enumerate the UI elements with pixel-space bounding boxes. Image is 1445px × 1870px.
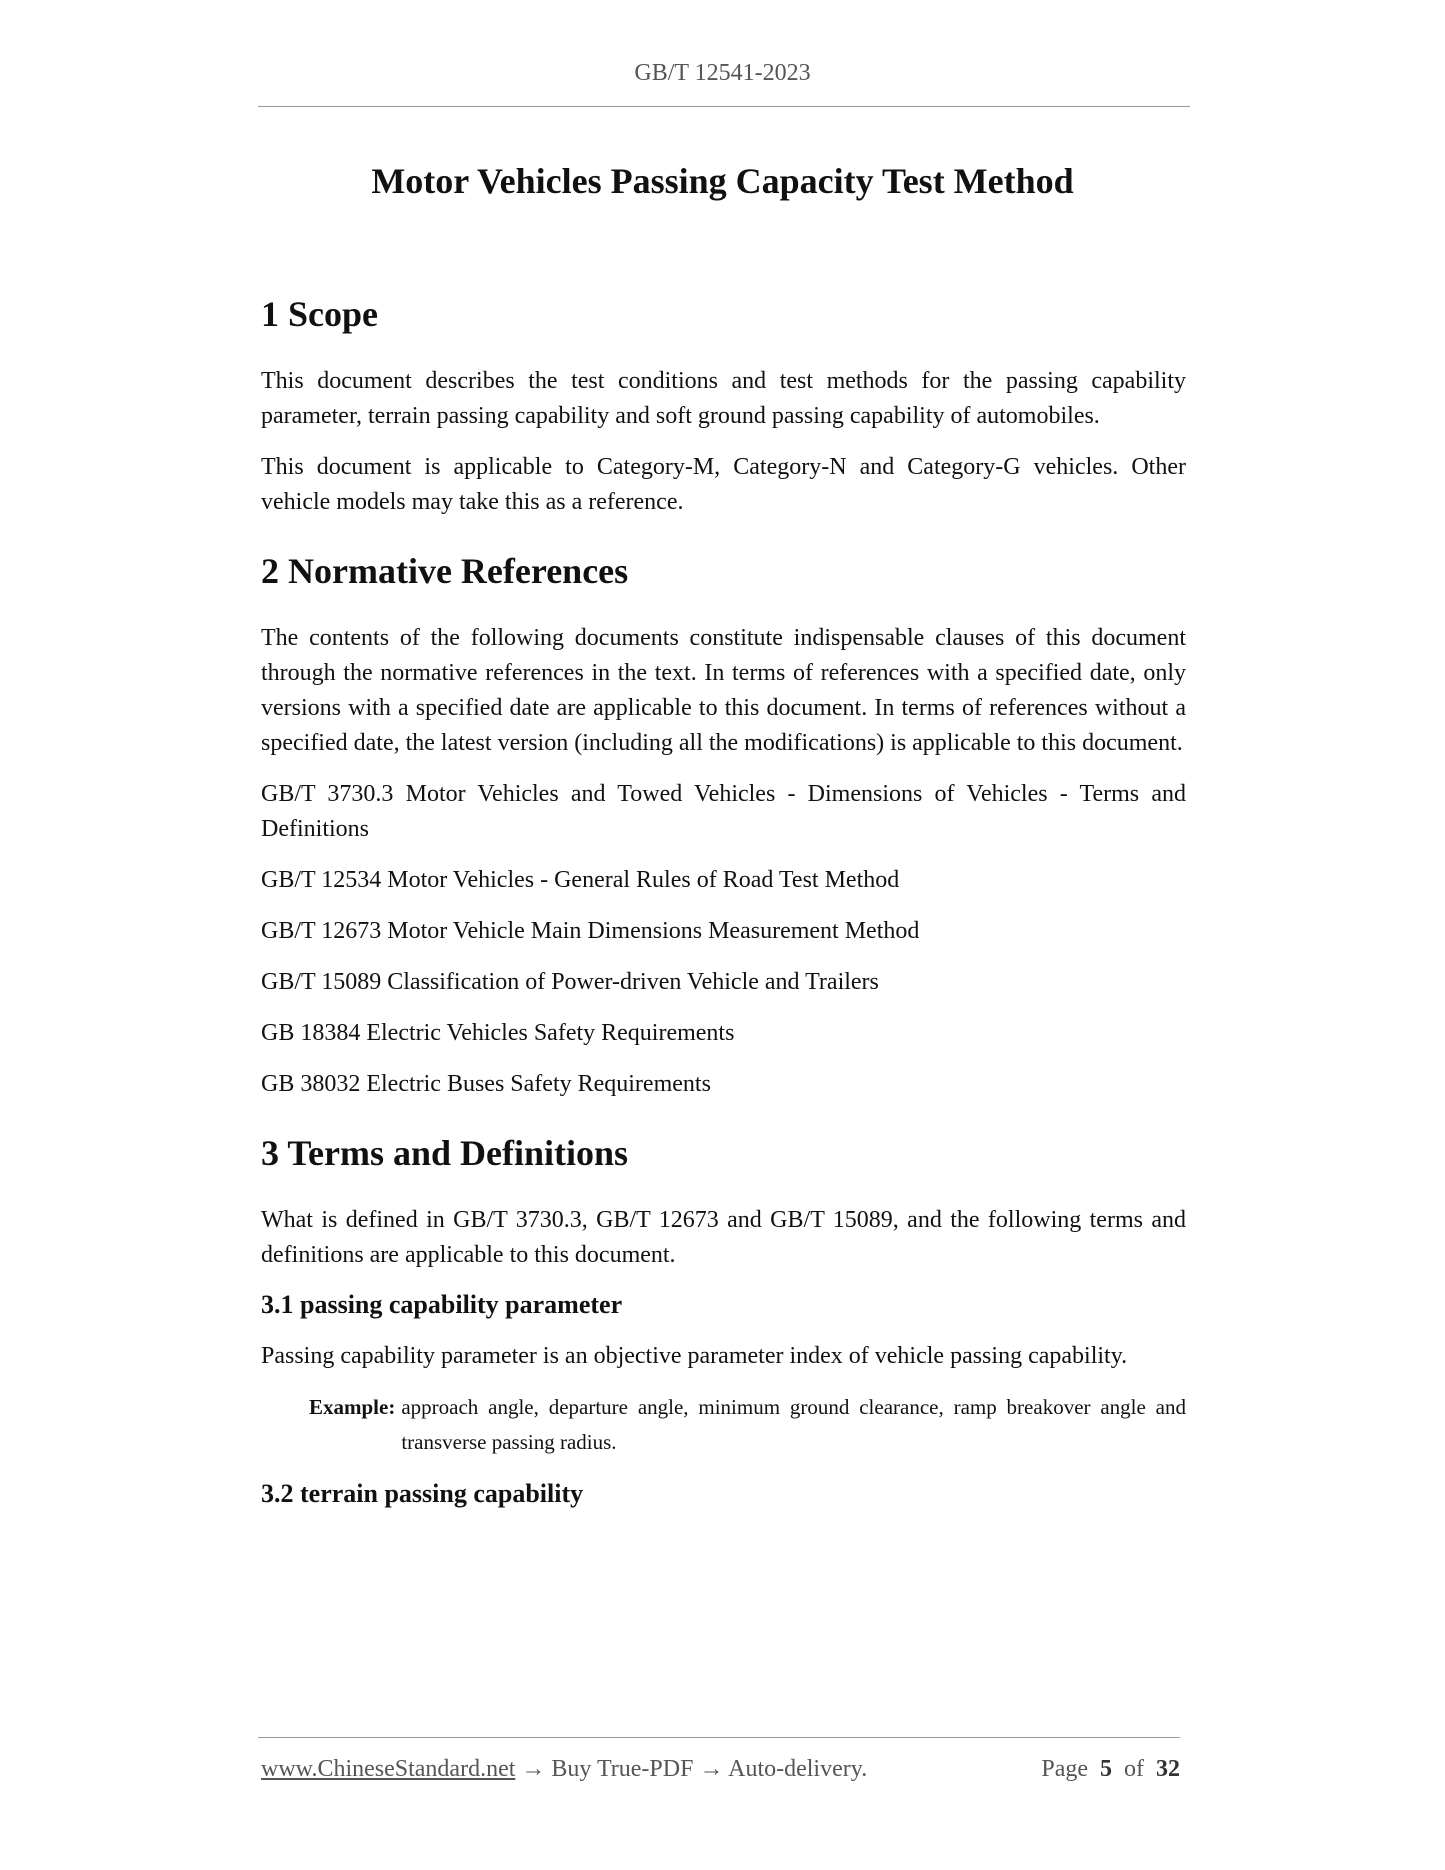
section-heading-terms-definitions: 3 Terms and Definitions xyxy=(261,1133,629,1173)
of-label: of xyxy=(1124,1756,1144,1782)
example-text: approach angle, departure angle, minimum ground clearance, ramp breakover angle and transverse passing radius. xyxy=(401,1395,1186,1454)
reference-item: GB 18384 Electric Vehicles Safety Requirements xyxy=(261,1020,735,1046)
website-link[interactable]: www.ChineseStandard.net xyxy=(261,1756,516,1782)
section-heading-normative-references: 2 Normative References xyxy=(261,551,629,591)
header-divider xyxy=(258,106,1190,107)
total-pages: 32 xyxy=(1156,1756,1180,1782)
reference-item: GB 38032 Electric Buses Safety Requirements xyxy=(261,1071,711,1097)
example-label: Example: xyxy=(309,1395,396,1419)
reference-item: GB/T 3730.3 Motor Vehicles and Towed Vehicles - Dimensions of Vehicles - Terms and Definitions xyxy=(261,781,1186,842)
subsection-heading-3-2: 3.2 terrain passing capability xyxy=(261,1479,584,1508)
page-label: Page xyxy=(1041,1756,1088,1782)
scope-paragraph-2: This document is applicable to Category-M, Category-N and Category-G vehicles. Other vehicle models may take this as a reference. xyxy=(261,454,1186,515)
subsection-heading-3-1: 3.1 passing capability parameter xyxy=(261,1290,623,1319)
section-heading-scope: 1 Scope xyxy=(261,294,378,334)
reference-item: GB/T 15089 Classification of Power-driven Vehicle and Trailers xyxy=(261,969,879,995)
document-title: Motor Vehicles Passing Capacity Test Method xyxy=(371,161,1074,201)
definition-3-1: Passing capability parameter is an objective parameter index of vehicle passing capability. xyxy=(261,1343,1128,1369)
example-note xyxy=(261,1390,1186,1460)
current-page: 5 xyxy=(1100,1756,1112,1782)
document-body xyxy=(261,290,1186,1512)
normative-references-paragraph: The contents of the following documents constitute indispensable clauses of this document through the normative references in the text. In terms of references with a specified date, only versions with a specified date are applicable to this document. In terms of references without a specified date, the latest version (including all the modifications) is applicable to this document. xyxy=(261,625,1186,756)
page-number xyxy=(1041,1756,1180,1783)
reference-item: GB/T 12673 Motor Vehicle Main Dimensions Measurement Method xyxy=(261,918,920,944)
running-header: GB/T 12541-2023 xyxy=(634,60,811,86)
page-footer xyxy=(261,1756,1180,1792)
footer-promo xyxy=(261,1756,867,1783)
footer-divider xyxy=(258,1737,1180,1738)
footer-promo-text: → Buy True-PDF → Auto-delivery. xyxy=(515,1756,868,1782)
scope-paragraph-1: This document describes the test conditions and test methods for the passing capability parameter, terrain passing capability and soft ground passing capability of automobiles. xyxy=(261,368,1186,429)
reference-item: GB/T 12534 Motor Vehicles - General Rules of Road Test Method xyxy=(261,867,900,893)
terms-paragraph: What is defined in GB/T 3730.3, GB/T 12673 and GB/T 15089, and the following terms and definitions are applicable to this document. xyxy=(261,1207,1186,1268)
